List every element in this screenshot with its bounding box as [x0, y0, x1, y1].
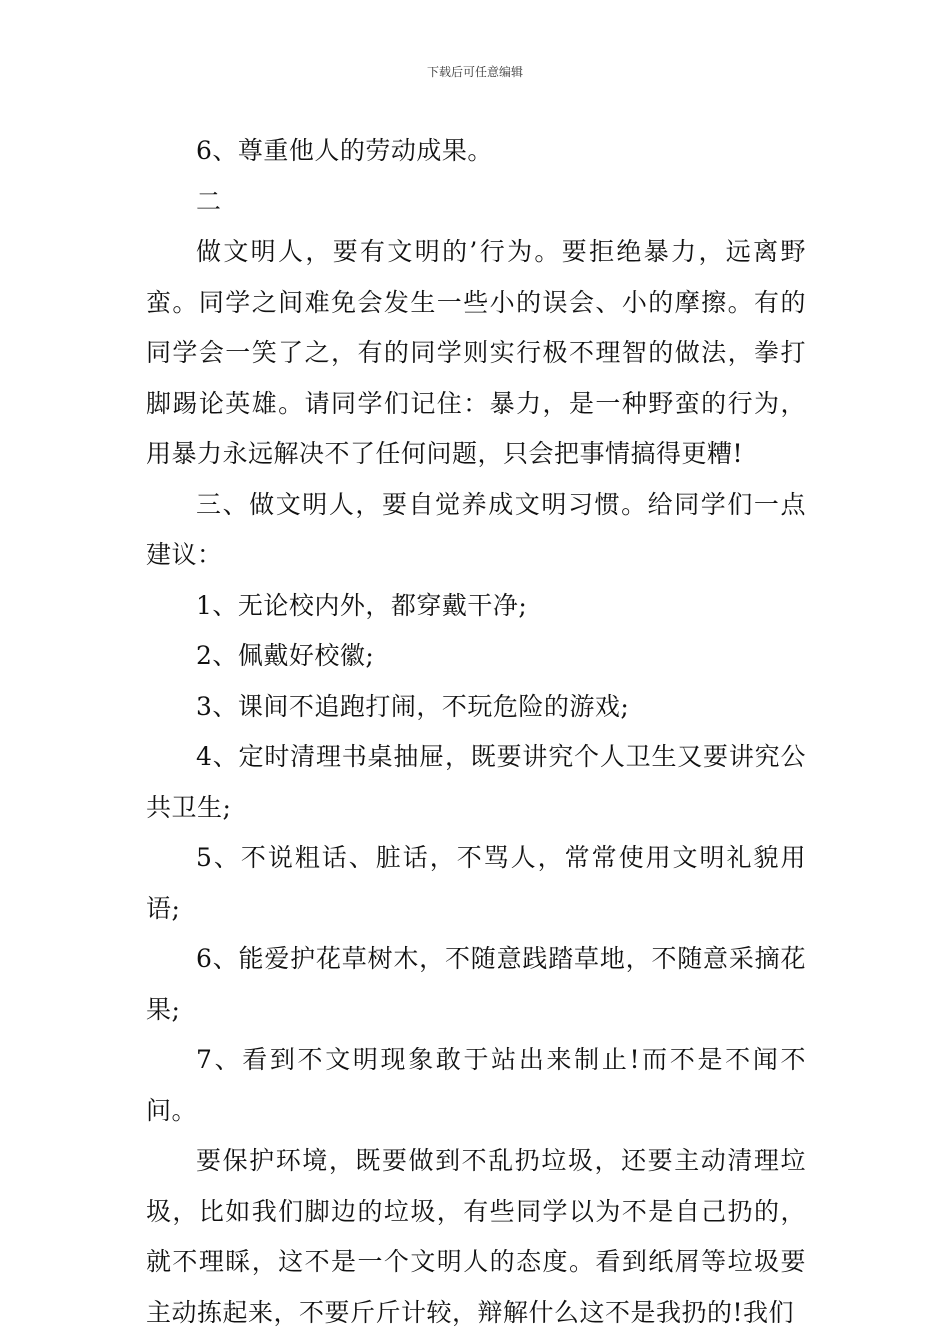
paragraph: 6、尊重他人的劳动成果。 — [196, 136, 493, 165]
list-item: 4、定时清理书桌抽屉，既要讲究个人卫生又要讲究公共卫生; — [146, 742, 806, 822]
list-item: 7、看到不文明现象敢于站出来制止!而不是不闻不问。 — [146, 1045, 806, 1125]
list-item: 5、不说粗话、脏话，不骂人，常常使用文明礼貌用语; — [146, 843, 806, 923]
list-item: 6、能爱护花草树木，不随意践踏草地，不随意采摘花果; — [146, 944, 806, 1024]
list-item: 1、无论校内外，都穿戴干净; — [196, 590, 528, 620]
list-item: 2、佩戴好校徽; — [196, 641, 375, 670]
document-body — [146, 126, 806, 1338]
paragraph: 做文明人，要有文明的’行为。要拒绝暴力，远离野蛮。同学之间难免会发生一些小的误会、小的摩擦。有的同学会一笑了之，有的同学则实行极不理智的做法，拳打脚踢论英雄。请同学们记住：暴力，是一种野蛮的行为，用暴力永远解决不了任何问题，只会把事情搞得更糟! — [146, 237, 806, 468]
section-heading: 三、做文明人，要自觉养成文明习惯。给同学们一点建议： — [146, 489, 806, 569]
page-header: 下载后可任意编辑 — [426, 65, 523, 79]
section-heading: 二 — [196, 186, 222, 216]
list-item: 3、课间不追跑打闹，不玩危险的游戏; — [196, 691, 630, 721]
paragraph: 要保护环境，既要做到不乱扔垃圾，还要主动清理垃圾，比如我们脚边的垃圾，有些同学以为不是自己扔的，就不理睬，这不是一个文明人的态度。看到纸屑等垃圾要主动拣起来，不要斤斤计较，辩解什么这不是我扔的!我们 — [146, 1146, 806, 1327]
